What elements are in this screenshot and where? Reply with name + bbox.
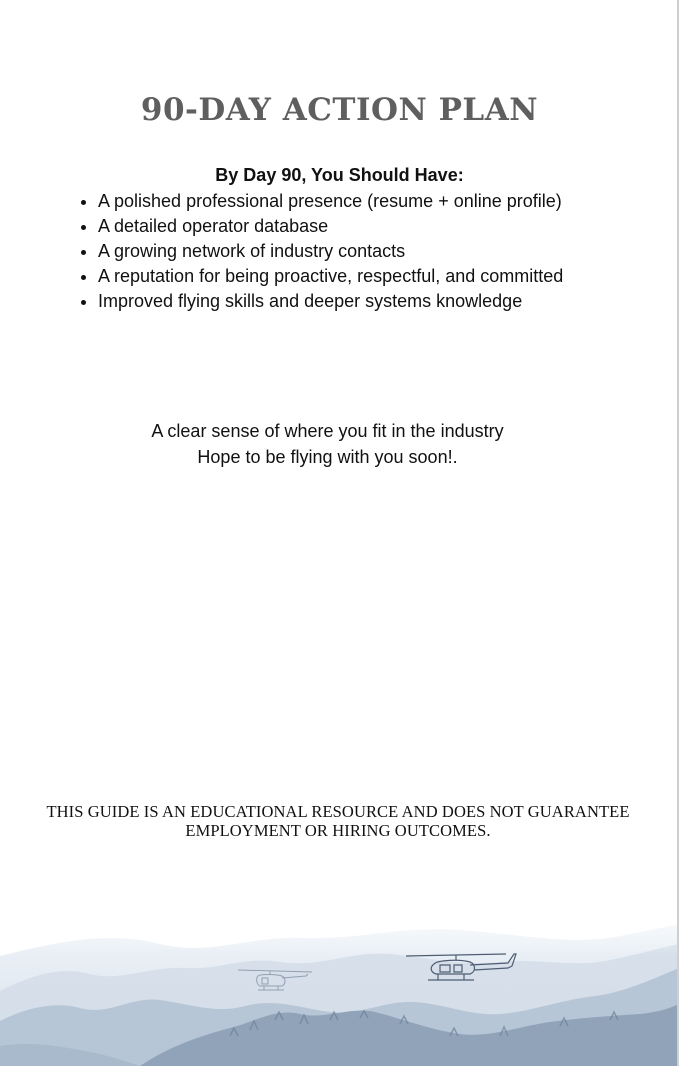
disclaimer-line: EMPLOYMENT OR HIRING OUTCOMES. [185,821,491,840]
helicopter-icon [404,946,522,986]
disclaimer-line: THIS GUIDE IS AN EDUCATIONAL RESOURCE AND DOES NOT GUARANTEE [46,802,630,821]
list-item: • A polished professional presence (resume + online profile) [98,189,598,214]
checklist-heading: By Day 90, You Should Have: [215,165,464,185]
closing-line: A clear sense of where you fit in the industry [151,421,504,441]
page-title: 90-DAY ACTION PLAN [140,92,539,128]
list-item: • A detailed operator database [98,214,598,239]
disclaimer [20,802,656,840]
closing-text [0,418,655,470]
checklist [62,189,598,314]
closing-line: Hope to be flying with you soon!. [197,447,458,467]
list-item: • Improved flying skills and deeper systems knowledge [98,289,598,314]
mountains-illustration [0,896,679,1066]
list-item: • A reputation for being proactive, respectful, and committed [98,264,598,289]
helicopter-icon [236,962,314,994]
list-item: • A growing network of industry contacts [98,239,598,264]
